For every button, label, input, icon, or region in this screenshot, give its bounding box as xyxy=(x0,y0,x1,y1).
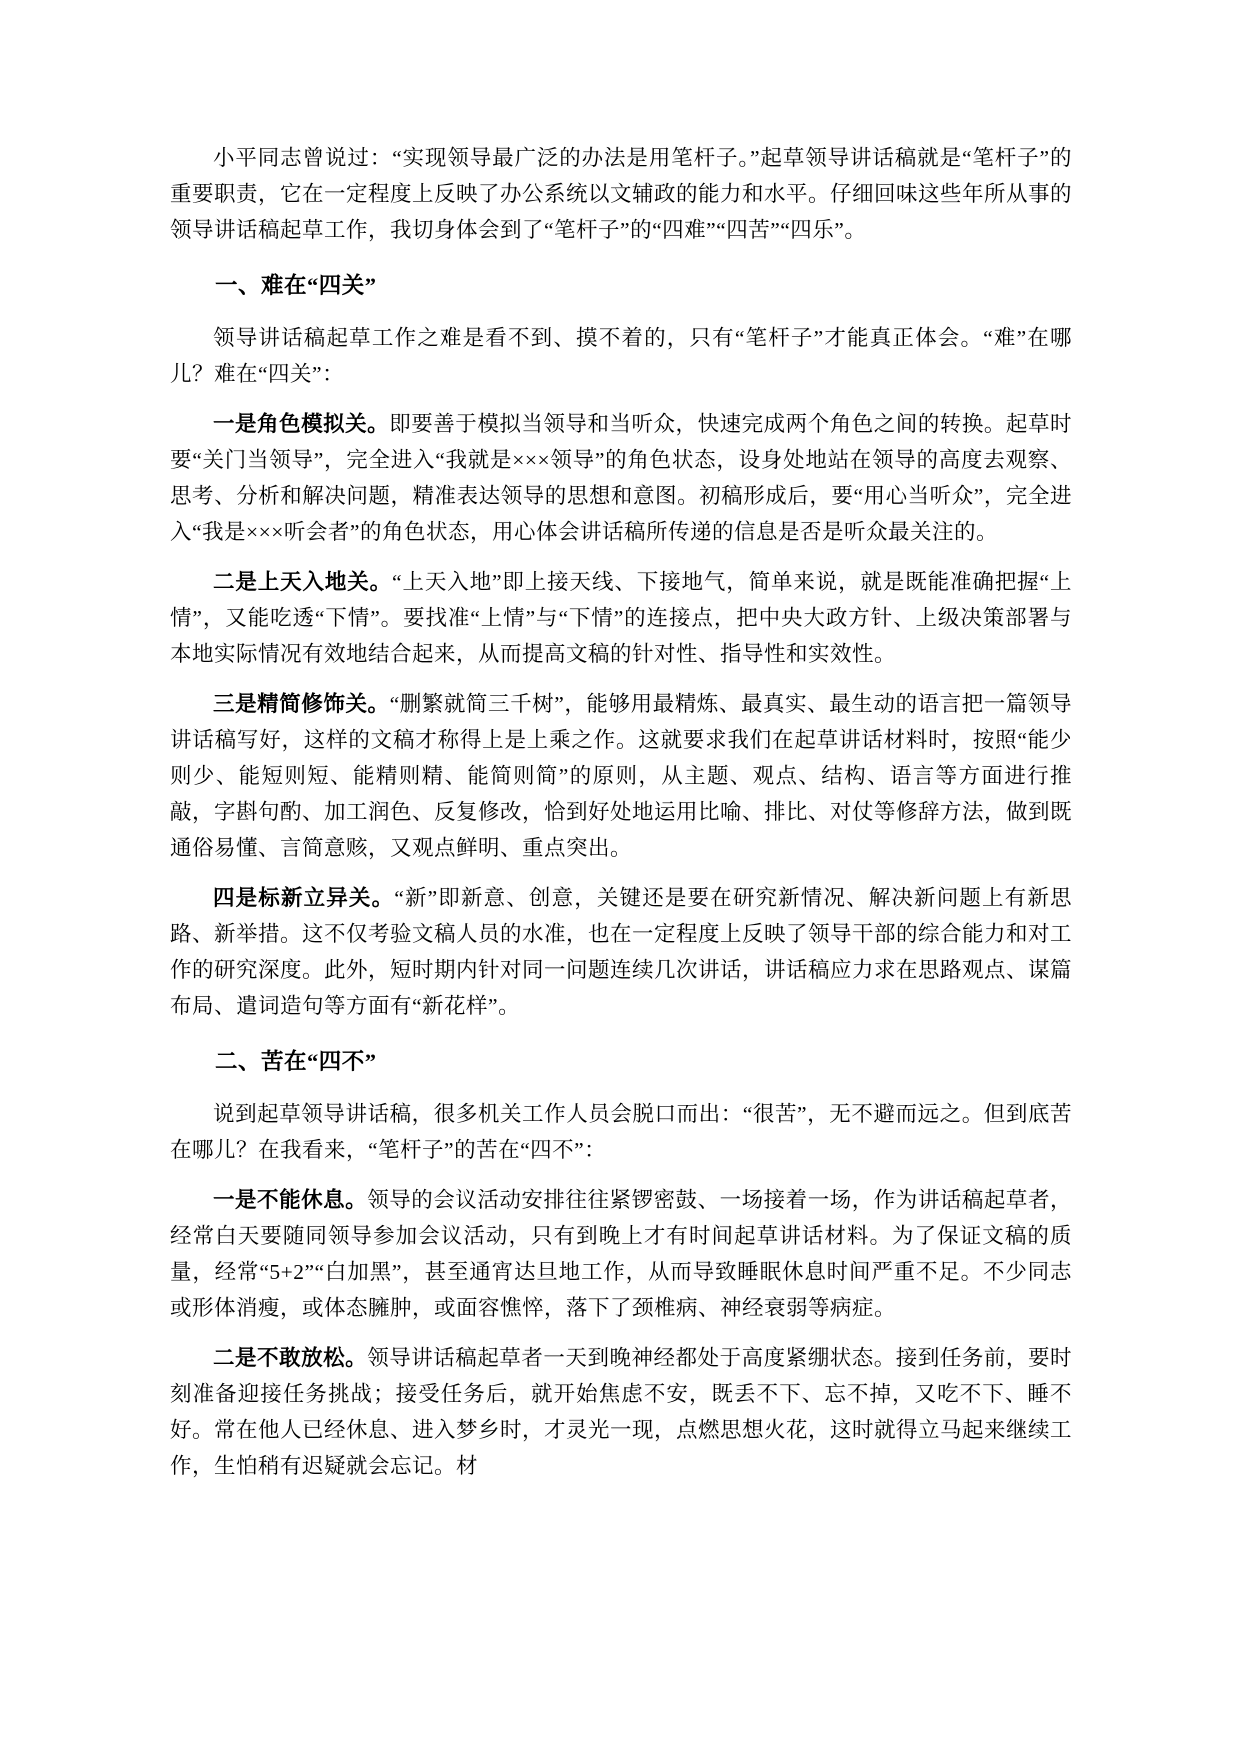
paragraph-text: “上天入地”即上接天线、下接地气，简单来说，就是既能准确把握“上情”，又能吃透“下情”。要找准“上情”与“下情”的连接点，把中央大政方针、上级决策部署与本地实际情况有效地结合起来，从而提高文稿的针对性、指导性和实效性。 xyxy=(170,570,1072,666)
paragraph-with-lead xyxy=(170,406,1072,550)
paragraph-lead: 二是不敢放松。 xyxy=(213,1346,368,1370)
paragraph-with-lead xyxy=(170,564,1072,672)
paragraph-lead: 三是精简修饰关。 xyxy=(213,692,390,716)
paragraph-with-lead xyxy=(170,1182,1072,1326)
paragraph-text: “新”即新意、创意，关键还是要在研究新情况、解决新问题上有新思路、新举措。这不仅考验文稿人员的水准，也在一定程度上反映了领导干部的综合能力和对工作的研究深度。此外，短时期内针对同一问题连续几次讲话，讲话稿应力求在思路观点、谋篇布局、遣词造句等方面有“新花样”。 xyxy=(170,886,1073,1018)
section-heading-1: 一、难在“四关” xyxy=(215,273,377,298)
document-content xyxy=(170,140,1072,1498)
paragraph-lead: 四是标新立异关。 xyxy=(213,886,395,910)
paragraph-text: “删繁就简三千树”，能够用最精炼、最真实、最生动的语言把一篇领导讲话稿写好，这样的文稿才称得上是上乘之作。这就要求我们在起草讲话材料时，按照“能少则少、能短则短、能精则精、能简则简”的原则，从主题、观点、结构、语言等方面进行推敲，字斟句酌、加工润色、反复修改，恰到好处地运用比喻、排比、对仗等修辞方法，做到既通俗易懂、言简意赅，又观点鲜明、重点突出。 xyxy=(170,692,1073,860)
paragraph-text: 领导讲话稿起草者一天到晚神经都处于高度紧绷状态。接到任务前，要时刻准备迎接任务挑战；接受任务后，就开始焦虑不安，既丢不下、忘不掉，又吃不下、睡不好。常在他人已经休息、进入梦乡时，才灵光一现，点燃思想火花，这时就得立马起来继续工作，生怕稍有迟疑就会忘记。材 xyxy=(170,1346,1073,1478)
paragraph-with-lead xyxy=(170,1340,1072,1484)
paragraph-with-lead xyxy=(170,686,1072,866)
paragraph: 说到起草领导讲话稿，很多机关工作人员会脱口而出：“很苦”，无不避而远之。但到底苦在哪儿？在我看来，“笔杆子”的苦在“四不”： xyxy=(170,1102,1072,1162)
paragraph-lead: 一是角色模拟关。 xyxy=(213,412,390,436)
paragraph-text: 即要善于模拟当领导和当听众，快速完成两个角色之间的转换。起草时要“关门当领导”，完全进入“我就是×××领导”的角色状态，设身处地站在领导的高度去观察、思考、分析和解决问题，精准表达领导的思想和意图。初稿形成后，要“用心当听众”，完全进入“我是×××听会者”的角色状态，用心体会讲话稿所传递的信息是否是听众最关注的。 xyxy=(170,412,1072,544)
paragraph: 领导讲话稿起草工作之难是看不到、摸不着的，只有“笔杆子”才能真正体会。“难”在哪儿？难在“四关”： xyxy=(170,326,1072,386)
paragraph-text: 领导的会议活动安排往往紧锣密鼓、一场接着一场，作为讲话稿起草者，经常白天要随同领导参加会议活动，只有到晚上才有时间起草讲话材料。为了保证文稿的质量，经常“5+2”“白加黑”，甚至通宵达旦地工作，从而导致睡眠休息时间严重不足。不少同志或形体消瘦，或体态臃肿，或面容憔悴，落下了颈椎病、神经衰弱等病症。 xyxy=(170,1188,1072,1320)
paragraph-lead: 一是不能休息。 xyxy=(213,1188,368,1212)
intro-paragraph: 小平同志曾说过：“实现领导最广泛的办法是用笔杆子。”起草领导讲话稿就是“笔杆子”的重要职责，它在一定程度上反映了办公系统以文辅政的能力和水平。仔细回味这些年所从事的领导讲话稿起草工作，我切身体会到了“笔杆子”的“四难”“四苦”“四乐”。 xyxy=(170,146,1073,242)
paragraph-lead: 二是上天入地关。 xyxy=(213,570,393,594)
paragraph-with-lead xyxy=(170,880,1072,1024)
section-heading-2: 二、苦在“四不” xyxy=(215,1049,377,1074)
